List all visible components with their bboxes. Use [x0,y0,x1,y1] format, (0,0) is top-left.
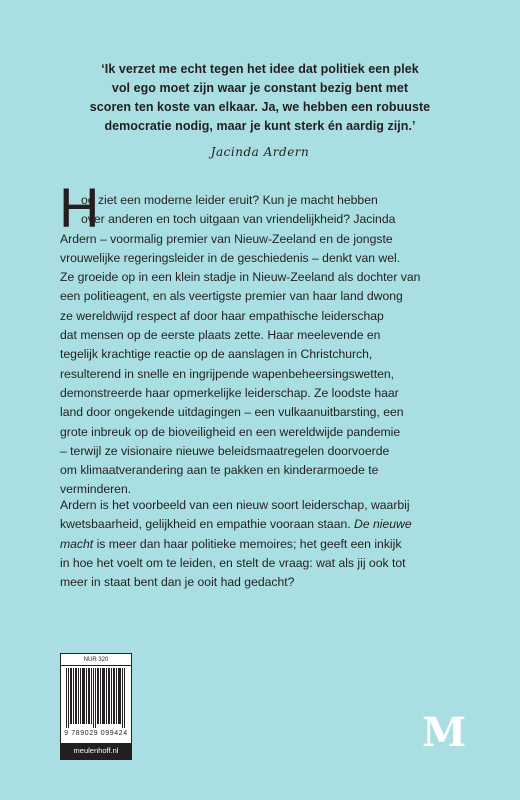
barcode-icon [66,668,126,728]
book-title-italic: macht [60,536,94,551]
blurb-line: over anderen en toch uitgaan van vriendelijkheid? Jacinda [81,212,396,227]
blurb-line: verminderen. [60,482,132,497]
blurb-line: een politieagent, en als veertigste premier van haar land dwong [60,289,403,304]
blurb-line [60,535,480,554]
blurb-text: kwetsbaarheid, gelijkheid en empathie vooraan staan. [60,517,355,532]
quote-line: ‘Ik verzet me echt tegen het idee dat politiek een plek [101,62,419,76]
dropcap-letter: H [59,176,100,239]
divider [61,665,131,666]
quote-signature: Jacinda Ardern [210,145,310,159]
blurb-line: meer in staat bent dan je ooit had gedacht? [60,575,295,590]
blurb-line: grote inbreuk op de bioveiligheid en een wereldwijde pandemie [60,424,401,439]
nur-code: NUR 320 [83,657,109,663]
book-title-italic: De nieuwe [354,517,412,532]
quote-line: scoren ten koste van elkaar. Ja, we hebben een robuuste [89,100,431,114]
blurb-line: – terwijl ze visionaire nieuwe beleidsmaatregelen doorvoerde [60,443,390,458]
blurb-line: Ardern is het voorbeeld van een nieuw soort leiderschap, waarbij [60,498,410,512]
blurb-line: tegelijk krachtige reactie op de aanslagen in Christchurch, [60,347,373,362]
blurb-line: om klimaatverandering aan te pakken en kinderarmoede te [60,463,379,478]
quote-line: democratie nodig, maar je kunt sterk én aardig zijn.’ [104,119,416,133]
quote-line: vol ego moet zijn waar je constant bezig bent met [111,81,409,95]
publisher-logo: M [422,709,467,756]
blurb-line: Ardern – voormalig premier van Nieuw-Zeeland en de jongste [60,231,393,246]
isbn-barcode-block [60,653,132,760]
blurb-line: demonstreerde haar opmerkelijke leiderschap. Ze loodste haar [60,385,399,400]
blurb-line: oe ziet een moderne leider eruit? Kun je macht hebben [81,193,378,207]
blurb-line: land door ongekende uitdagingen – een vulkaanuitbarsting, een [60,405,404,420]
blurb-line: dat mensen op de eerste plaats zette. Haar meelevende en [60,328,381,343]
blurb-line: in hoe het voelt om te leiden, en stelt de vraag: wat als jij ook tot [60,555,406,570]
blurb-text: is meer dan haar politieke memoires; het geeft een inkijk [93,536,402,551]
isbn-digits: 9 789029 099424 [64,730,128,737]
blurb-line: ze wereldwijd respect af door haar empathische leiderschap [60,308,384,323]
publisher-url: meulenhoff.nl [61,743,131,759]
blurb-paragraph-2 [60,496,480,592]
blurb-line [60,515,480,534]
blurb-line: vrouwelijke regeringsleider in de geschiedenis – denkt van wel. [60,250,401,265]
back-cover-quote [64,60,456,136]
blurb-line: Ze groeide op in een klein stadje in Nieuw-Zeeland als dochter van [60,270,421,285]
blurb-line: resulterend in snelle en ingrijpende wapenbeheersingswetten, [60,366,395,381]
blurb-paragraph-1 [60,191,501,500]
